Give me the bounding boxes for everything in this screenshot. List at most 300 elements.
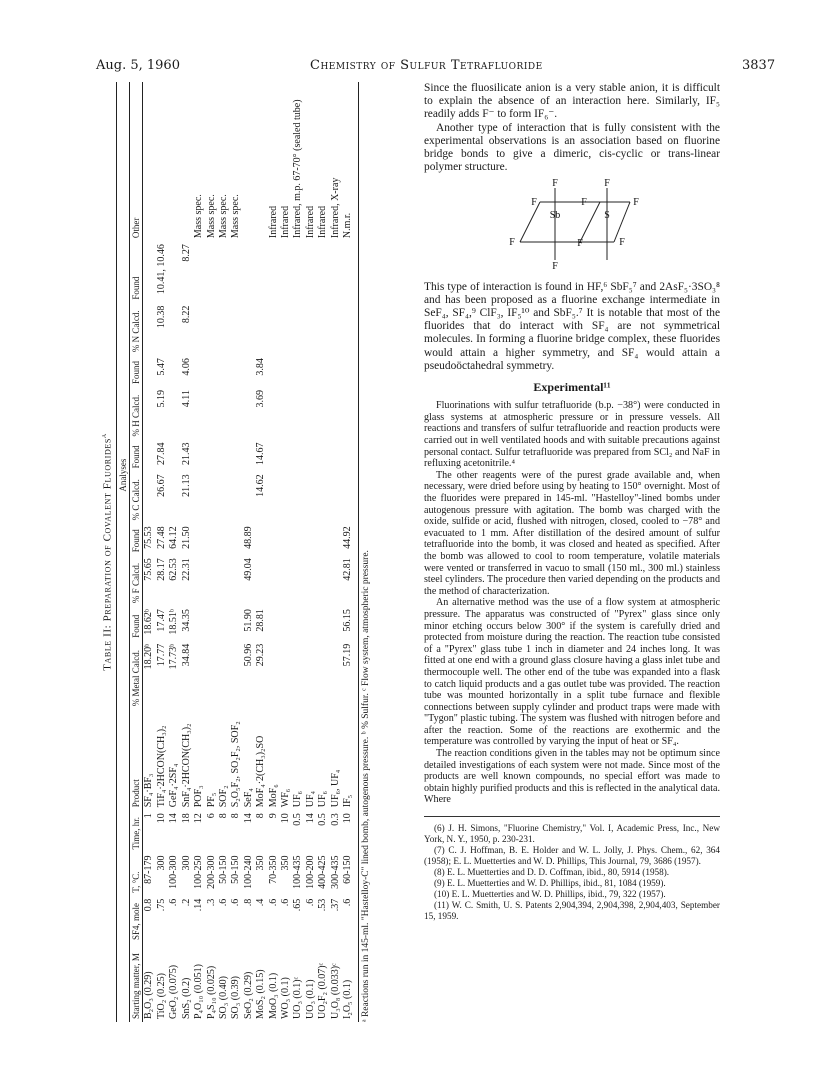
cell-start: SnS₂ (0.2) (180, 977, 192, 1019)
cell-fc (305, 555, 317, 606)
cell-fc (268, 555, 280, 606)
cell-mf: 51.90 (242, 609, 254, 632)
cell-mf (193, 606, 205, 641)
cell-sf4: .8 (242, 898, 254, 907)
cell-time: 8 (255, 813, 267, 819)
cell-mf: 28.81 (255, 609, 267, 632)
cell-hf: 5.47 (155, 358, 167, 376)
cell-mc (292, 641, 304, 709)
cell-time: 10 (279, 813, 291, 824)
cell-mc: 57.19 (341, 643, 353, 667)
cell-time: 1 (143, 813, 155, 819)
cell-ff (280, 523, 292, 555)
cell-mf: 18.62ᵇ (143, 609, 155, 635)
cell-hc: 5.19 (155, 390, 167, 408)
cell-nf (280, 241, 292, 303)
cell-ff (206, 523, 218, 555)
cell-other: Mass spec. (205, 194, 217, 239)
cell-hc (243, 387, 255, 439)
cell-nc (255, 303, 267, 355)
cell-mc: 17.77 (155, 643, 167, 667)
table-caption-text: Table II: Preparation of Covalent Fluorides (101, 438, 114, 671)
cell-cc (305, 471, 317, 523)
cell-other (143, 82, 156, 241)
table-row (206, 82, 218, 1022)
cell-hc (168, 387, 180, 439)
cell-cc (243, 471, 255, 523)
cell-start: U₃O₈ (0.033)ᶜ (329, 963, 341, 1019)
cell-fc: 42.81 (341, 558, 353, 581)
table-row (292, 82, 304, 1022)
cell-hf (168, 355, 180, 387)
cell-mf: 17.47 (155, 609, 167, 632)
cell-nf (206, 241, 218, 303)
table-body (143, 82, 354, 1022)
cell-cf (317, 440, 329, 472)
right-column (424, 82, 720, 922)
para-6: An alternative method was the use of a flow system at atmospheric pressure. The apparatus was constructed of "Pyrex" glass since only minor etching occurs below 300° if the system is carefully dried and protected from moisture during the reaction. The reaction tube consisted of a "Pyrex" glass tube 1 inch in diameter and 24 inches long. It was fitted at one end with a ground glass closure having a glass inlet tube and thermocouple well. The other end of the tube was expanded into a flask to catch liquid products and a gas outlet tube was provided. The reaction tube was mounted horizontally in a split tube furnace and flexible connections between supply cylinder and product traps were made with "Tygon" plastic tubing. The system was flushed with nitrogen before and after the reaction. Some of the reactions are exothermic and the temperature was controlled by varying the input of heat or SF₄. (424, 597, 720, 748)
cell-hc (206, 387, 218, 439)
atom-f-bridge-top: F (581, 197, 587, 209)
rotated-table (96, 82, 406, 1022)
cell-sf4: .6 (168, 898, 180, 907)
cell-other (181, 82, 193, 241)
cell-other (168, 82, 180, 241)
table-caption-mark: a (98, 433, 108, 439)
cell-sf4: .4 (255, 898, 267, 907)
cell-nf (268, 241, 280, 303)
cell-hf (292, 355, 304, 387)
cell-cc (268, 471, 280, 523)
cell-fc (218, 555, 230, 606)
cell-hc: 4.11 (180, 390, 192, 408)
cell-time: 14 (242, 813, 254, 824)
col-temp: T, °C. (130, 852, 143, 895)
col-n-found: Found (130, 241, 143, 303)
cell-hf (143, 355, 156, 387)
table-row (305, 82, 317, 1022)
references (424, 816, 720, 922)
cell-mf (330, 606, 342, 641)
table-row (280, 82, 292, 1022)
cell-ff (255, 523, 267, 555)
cell-hf (330, 355, 342, 387)
cell-hc (342, 387, 354, 439)
cell-time: 9 (267, 813, 279, 819)
cell-time: 18 (180, 813, 192, 824)
table-row (243, 82, 255, 1022)
cell-hc: 3.69 (255, 390, 267, 408)
cell-nc (342, 303, 354, 355)
cell-cc (218, 471, 230, 523)
running-header-title: Chemistry of Sulfur Tetrafluoride (310, 58, 543, 73)
col-h-found: Found (130, 355, 143, 387)
cell-nf (143, 241, 156, 303)
cell-product: PF₅ (205, 792, 217, 808)
cell-other: N.m.r. (341, 212, 353, 239)
cell-cf (305, 440, 317, 472)
cell-cc: 14.62 (255, 474, 267, 497)
para-2: Another type of interaction that is fully consistent with the experimental observations is an association based on fluorine bridge bonds to give a dimeric, cis-cyclic or trans-linear polymer structure. (424, 121, 720, 174)
fluorine-bridge-structure (424, 178, 720, 270)
cell-mc (230, 641, 242, 709)
col-c-found: Found (130, 440, 143, 472)
cell-sf4: 0.8 (143, 898, 155, 912)
cell-temp: 50-150 (217, 855, 229, 884)
cell-start: UO₂F₂ (0.07)ᶜ (317, 962, 329, 1019)
cell-mc: 34.84 (180, 643, 192, 667)
cell-start: SeO₂ (0.29) (242, 971, 254, 1019)
experimental-body (424, 400, 720, 806)
col-f-calcd: % F Calcd. (130, 555, 143, 606)
cell-fc (206, 555, 218, 606)
cell-start: SO₃ (0.39) (230, 976, 242, 1019)
cell-hc (218, 387, 230, 439)
cell-time: 14 (168, 813, 180, 824)
cell-ff (218, 523, 230, 555)
cell-nc (268, 303, 280, 355)
cell-ff (330, 523, 342, 555)
cell-cf: 14.67 (255, 442, 267, 466)
col-starting: Starting matter, M (130, 943, 143, 1022)
cell-time: 0.3 (329, 813, 341, 826)
cell-temp: 100-250 (193, 855, 205, 889)
cell-nc (317, 303, 329, 355)
cell-sf4: .6 (304, 898, 316, 907)
cell-product: UF₆ (317, 790, 329, 808)
cell-mc (280, 641, 292, 709)
cell-mf (280, 606, 292, 641)
cell-cf (330, 440, 342, 472)
table-row (143, 82, 156, 1022)
cell-sf4: .6 (279, 898, 291, 907)
cell-fc (255, 555, 267, 606)
cell-ff (292, 523, 304, 555)
cell-cf (193, 440, 205, 472)
cell-hf (305, 355, 317, 387)
cell-temp: 50-150 (230, 855, 242, 884)
cell-hf: 4.06 (180, 358, 192, 376)
cell-cf (230, 440, 242, 472)
cell-start: MoO₃ (0.1) (267, 972, 279, 1019)
cell-mf (268, 606, 280, 641)
cell-sf4: .75 (155, 898, 167, 912)
atom-f-lower-left: F (509, 237, 515, 249)
cell-temp: 350 (279, 855, 291, 871)
cell-hc (317, 387, 329, 439)
cell-hc (230, 387, 242, 439)
table-row (193, 82, 205, 1022)
cell-hf (193, 355, 205, 387)
cell-sf4: .14 (193, 898, 205, 912)
atom-sb: Sb (549, 210, 561, 222)
cell-start: P₄O₁₀ (0.051) (193, 964, 205, 1019)
table-row (330, 82, 342, 1022)
cell-mf (230, 606, 242, 641)
atom-f-top-right: F (604, 178, 610, 190)
cell-product: SeF₄ (242, 788, 254, 808)
cell-fc: 28.17 (155, 558, 167, 581)
cell-other: Infrared, X-ray (329, 177, 341, 239)
cell-other: Mass spec. (230, 194, 242, 239)
cell-ff: 44.92 (341, 526, 353, 549)
cell-product: GeF₄·2SF₄ (168, 763, 180, 808)
cell-sf4: .53 (317, 898, 329, 912)
cell-sf4: .6 (341, 898, 353, 907)
cell-start: UO₃ (0.1) (304, 979, 316, 1019)
cell-ff (268, 523, 280, 555)
cell-other: Infrared (317, 205, 329, 239)
cell-mc (268, 641, 280, 709)
cell-start: I₂O₅ (0.1) (341, 979, 353, 1019)
cell-sf4: .2 (180, 898, 192, 907)
cell-cc (292, 471, 304, 523)
cell-nc (218, 303, 230, 355)
cell-mc (317, 641, 329, 709)
cell-product: WF₆ (279, 788, 291, 808)
cell-hc (143, 387, 156, 439)
cell-nf (230, 241, 242, 303)
cell-sf4: .6 (267, 898, 279, 907)
cell-product: UF₆, UF₄ (329, 769, 341, 808)
cell-product: MoF₄·2(CH₃)₂SO (255, 735, 267, 808)
cell-temp: 300 (180, 855, 192, 871)
cell-cf (268, 440, 280, 472)
cell-mf (305, 606, 317, 641)
cell-cc (280, 471, 292, 523)
cell-cf: 27.84 (155, 442, 167, 466)
cell-start: GeO₂ (0.075) (168, 964, 180, 1019)
cell-temp: 60-150 (341, 855, 353, 884)
para-1: Since the fluosilicate anion is a very stable anion, it is difficult to explain the absence of an interaction here. Similarly, IF₅ readily adds F⁻ to form IF₆⁻. (424, 82, 720, 121)
cell-cf (168, 440, 180, 472)
cell-mf (218, 606, 230, 641)
cell-start: B₂O₃ (0.29) (143, 971, 155, 1019)
cell-nc (280, 303, 292, 355)
table-row (156, 82, 168, 1022)
cell-hf (206, 355, 218, 387)
cell-fc (330, 555, 342, 606)
cell-start: TiO₂ (0.25) (155, 973, 167, 1019)
atom-f-lower-right: F (619, 237, 625, 249)
cell-product: MoF₆ (267, 784, 279, 808)
cell-hc (280, 387, 292, 439)
cell-sf4: .3 (205, 898, 217, 907)
table-row (268, 82, 280, 1022)
cell-other (255, 82, 267, 241)
atom-s: S (604, 210, 610, 222)
cell-nc (206, 303, 218, 355)
para-5: The other reagents were of the purest grade available and, when necessary, were dried before using by heating to 150° overnight. Most of the fluorides were prepared in 145-ml. "Hastelloy"-lined bombs under autogenous pressure with agitation. The bomb was charged with the oxide, sulfide or acid, flushed with nitrogen, closed, cooled to −78° and evacuated to 1 mm. After distillation of the desired amount of sulfur tetrafluoride into the bomb, it was closed and heated as specified. After the bomb was allowed to cool to room temperature, volatile materials were vented or transferred in vacuo to small (150 ml., 300 ml.) stainless steel cylinders. The procedure then varied depending on the products and the method of characterization. (424, 469, 720, 597)
cell-product: SOF₂ (217, 785, 229, 808)
cell-sf4: .65 (292, 898, 304, 912)
cell-mf (292, 606, 304, 641)
col-f-found: Found (130, 523, 143, 555)
cell-mf (317, 606, 329, 641)
cell-fc (230, 555, 242, 606)
cell-cc (143, 471, 156, 523)
cell-time: 8 (217, 813, 229, 819)
cell-other: Infrared (304, 205, 316, 239)
cell-sf4: .37 (329, 898, 341, 912)
cell-cc: 21.13 (180, 474, 192, 497)
cell-nf (317, 241, 329, 303)
cell-product: SF₄·BF₃ (143, 773, 155, 808)
cell-sf4: .6 (217, 898, 229, 907)
cell-cc (317, 471, 329, 523)
cell-hf: 3.84 (255, 358, 267, 376)
fluorides-table (116, 82, 355, 1022)
col-n-calcd: % N Calcd. (130, 303, 143, 355)
cell-mc: 50.96 (242, 643, 254, 667)
atom-f-upper-right: F (633, 197, 639, 209)
cell-ff (305, 523, 317, 555)
cell-fc: 49.04 (242, 558, 254, 581)
reference-item: (6) J. H. Simons, "Fluorine Chemistry," Vol. I, Academic Press, Inc., New York, N. Y., 1950, p. 230-231. (424, 823, 720, 845)
table-row (168, 82, 180, 1022)
cell-nf (243, 241, 255, 303)
cell-cc (330, 471, 342, 523)
cell-temp: 100-300 (168, 855, 180, 889)
cell-hf (342, 355, 354, 387)
cell-nf (168, 241, 180, 303)
cell-sf4: .6 (230, 898, 242, 907)
cell-cc (206, 471, 218, 523)
cell-mc: 29.23 (255, 643, 267, 667)
cell-other: Infrared (279, 205, 291, 239)
cell-hf (243, 355, 255, 387)
cell-fc (317, 555, 329, 606)
cell-nf (292, 241, 304, 303)
section-heading-experimental: Experimental¹¹ (533, 380, 611, 395)
cell-start: SO₃ (0.40) (217, 976, 229, 1019)
cell-nc (168, 303, 180, 355)
cell-nc (143, 303, 156, 355)
cell-temp: 300-435 (329, 855, 341, 889)
cell-nc (305, 303, 317, 355)
cell-fc: 22.31 (180, 558, 192, 581)
cell-nf (305, 241, 317, 303)
cell-mf (206, 606, 218, 641)
cell-temp: 350 (255, 855, 267, 871)
table-row (181, 82, 193, 1022)
col-other: Other (130, 82, 143, 241)
reference-item: (11) W. C. Smith, U. S. Patents 2,904,394, 2,904,398, 2,904,403, September 15, 1959. (424, 900, 720, 922)
cell-cf (143, 440, 156, 472)
cell-other (243, 82, 255, 241)
cell-cf: 21.43 (180, 442, 192, 466)
cell-product: IF₅ (341, 794, 353, 808)
col-metal-calcd: % Metal Calcd. (130, 641, 143, 709)
cell-product: UF₆ (292, 790, 304, 808)
cell-product: TiF₄·2HCON(CH₃)₂ (155, 725, 167, 808)
cell-hc (268, 387, 280, 439)
cell-other: Infrared (267, 205, 279, 239)
cell-nc (243, 303, 255, 355)
cell-ff (317, 523, 329, 555)
cell-temp: 87-179 (143, 855, 155, 884)
cell-other: Mass spec. (217, 194, 229, 239)
cell-nf: 8.27 (180, 244, 192, 262)
atom-f-top-left: F (552, 178, 558, 190)
cell-nc (330, 303, 342, 355)
cell-nf (218, 241, 230, 303)
cell-product: S₂O₅F₂, SO₂F₂, SOF₂ (230, 721, 242, 808)
cell-start: WO₃ (0.1) (279, 977, 291, 1019)
cell-time: 10 (155, 813, 167, 824)
cell-cf (342, 440, 354, 472)
cell-mc (218, 641, 230, 709)
table-row (218, 82, 230, 1022)
cell-hc (330, 387, 342, 439)
cell-hf (218, 355, 230, 387)
table-row (317, 82, 329, 1022)
cell-product: UF₄ (304, 790, 316, 808)
cell-ff: 27.48 (155, 526, 167, 549)
cell-mc: 18.20ᵇ (143, 643, 155, 670)
cell-mc: 17.73ᵇ (168, 643, 180, 670)
cell-nc: 8.22 (180, 305, 192, 324)
col-product: Product (130, 709, 143, 810)
cell-nf: 10.41, 10.46 (155, 244, 167, 295)
cell-fc (280, 555, 292, 606)
cell-start: UO₃ (0.1)ᶜ (292, 976, 304, 1019)
para-7: The reaction conditions given in the tables may not be optimum since detailed investigations of each system were not made. Since most of the products are well known compounds, no special effort was made to obtain highly purified products and this is reflected in the analytical data. Where (424, 748, 720, 806)
cell-time: 0.5 (317, 813, 329, 826)
cell-cc (230, 471, 242, 523)
cell-cf (292, 440, 304, 472)
cell-mc (193, 641, 205, 709)
table-row (230, 82, 242, 1022)
cell-cc: 26.67 (155, 474, 167, 497)
reference-item: (7) C. J. Hoffman, B. E. Holder and W. L. Jolly, J. Phys. Chem., 62, 364 (1958); E. L. Muetterties and W. D. Phillips, This Journal, 79, 3686 (1957). (424, 845, 720, 867)
cell-cf (280, 440, 292, 472)
reference-item: (9) E. L. Muetterties and W. D. Phillips, ibid., 81, 1084 (1959). (434, 878, 666, 889)
cell-fc: 75.65 (143, 558, 155, 581)
cell-nc (292, 303, 304, 355)
cell-cf (206, 440, 218, 472)
table-caption (98, 82, 114, 1022)
cell-fc: 62.53 (168, 558, 180, 581)
cell-hc (193, 387, 205, 439)
cell-cf (243, 440, 255, 472)
reference-item: (10) E. L. Muetterties and W. D. Phillips, ibid., 79, 322 (1957). (434, 889, 666, 900)
col-h-calcd: % H Calcd. (130, 387, 143, 439)
cell-start: MoS₂ (0.15) (255, 969, 267, 1019)
cell-ff: 48.89 (242, 526, 254, 549)
cell-hc (305, 387, 317, 439)
cell-ff: 21.50 (180, 526, 192, 549)
cell-hf (317, 355, 329, 387)
cell-temp: 200-300 (205, 855, 217, 889)
cell-time: 0.5 (292, 813, 304, 826)
cell-other: Mass spec. (193, 194, 205, 239)
table-region (96, 82, 406, 1022)
cell-nf (193, 241, 205, 303)
cell-hf (280, 355, 292, 387)
atom-f-upper-left: F (531, 197, 537, 209)
cell-mf: 34.35 (180, 609, 192, 632)
cell-cc (342, 471, 354, 523)
cell-mc (330, 641, 342, 709)
cell-mc (305, 641, 317, 709)
table-row (342, 82, 354, 1022)
col-metal-found: Found (130, 606, 143, 641)
para-4: Fluorinations with sulfur tetrafluoride (b.p. −38°) were conducted in glass systems at atmospheric pressure or in pressure vessels. All reactions and transfers of sulfur tetrafluoride and reaction products were carried out in well ventilated hoods and with suitable precautions against personal contact. Sulfur tetrafluoride was prepared from SCl₂ and NaF in refluxing acetonitrile.⁴ (424, 400, 720, 470)
cell-product: POF₃ (193, 785, 205, 808)
cell-hf (230, 355, 242, 387)
cell-fc (193, 555, 205, 606)
